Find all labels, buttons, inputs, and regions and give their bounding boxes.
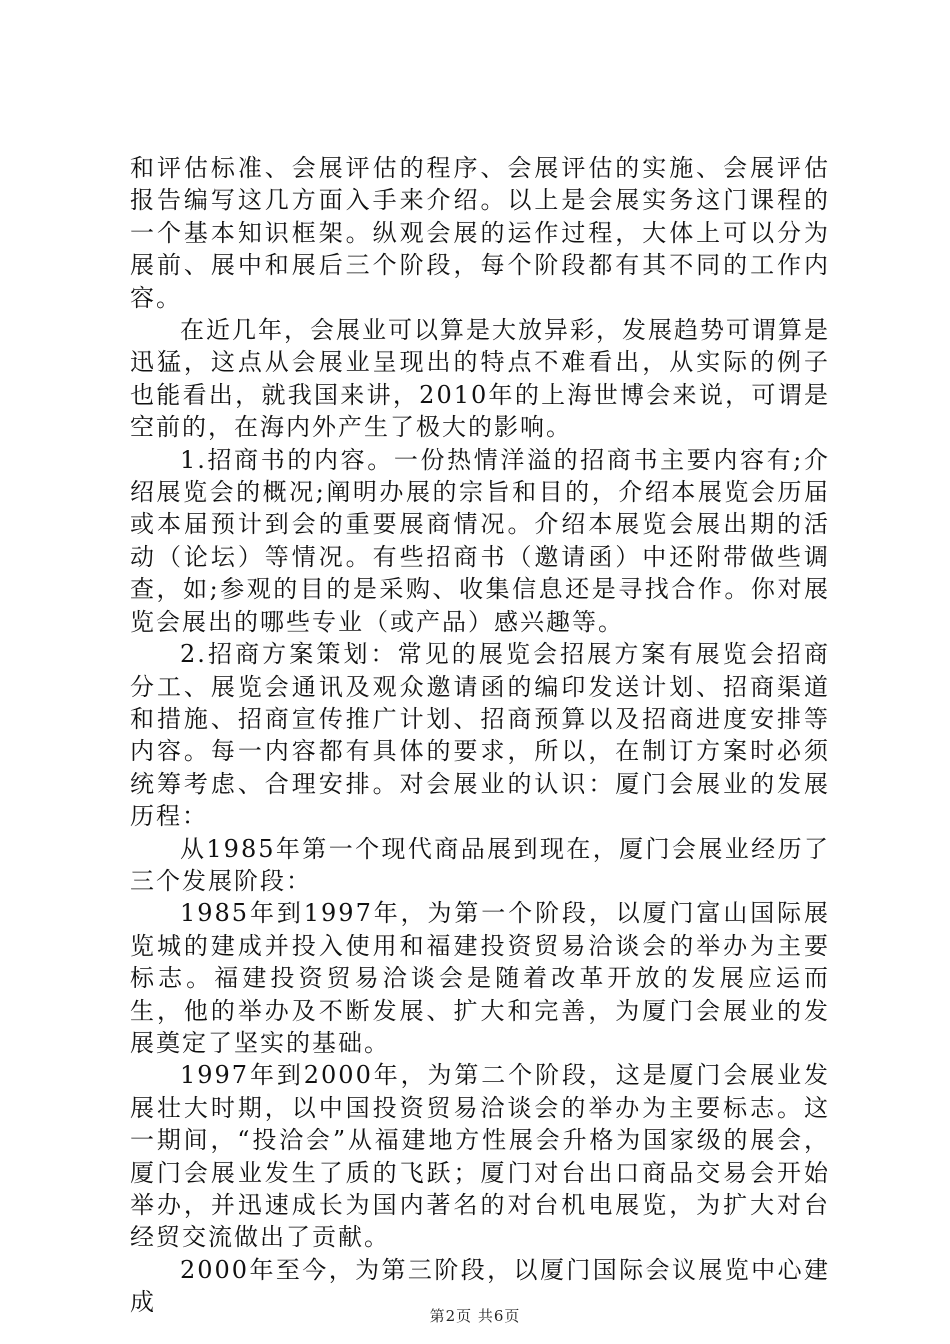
paragraph: 2.招商方案策划：常见的展览会招展方案有展览会招商分工、展览会通讯及观众邀请函的编印发送计划、招商渠道和措施、招商宣传推广计划、招商预算以及招商进度安排等内容。每一内容都有具体的要求，所以，在制订方案时必须统筹考虑、合理安排。对会展业的认识：厦门会展业的发展历程： — [130, 640, 830, 831]
paragraph: 1985年到1997年，为第一个阶段，以厦门富山国际展览城的建成并投入使用和福建投资贸易洽谈会的举办为主要标志。福建投资贸易洽谈会是随着改革开放的发展应运而生，他的举办及不断发展、扩大和完善，为厦门会展业的发展奠定了坚实的基础。 — [130, 899, 830, 1057]
paragraph: 1.招商书的内容。一份热情洋溢的招商书主要内容有;介绍展览会的概况;阐明办展的宗旨和目的，介绍本展览会历届或本届预计到会的重要展商情况。介绍本展览会展出期的活动（论坛）等情况。有些招商书（邀请函）中还附带做些调查，如;参观的目的是采购、收集信息还是寻找合作。你对展览会展出的哪些专业（或产品）感兴趣等。 — [130, 445, 830, 636]
paragraph: 从1985年第一个现代商品展到现在，厦门会展业经历了三个发展阶段： — [130, 834, 830, 895]
page-footer: 第2页 共6页 — [429, 1307, 521, 1325]
paragraph: 在近几年，会展业可以算是大放异彩，发展趋势可谓算是迅猛，这点从会展业呈现出的特点不难看出，从实际的例子也能看出，就我国来讲，2010年的上海世博会来说，可谓是空前的，在海内外产生了极大的影响。 — [130, 316, 830, 442]
document-body — [130, 152, 830, 1319]
paragraph: 1997年到2000年，为第二个阶段，这是厦门会展业发展壮大时期，以中国投资贸易洽谈会的举办为主要标志。这一期间，“投洽会”从福建地方性展会升格为国家级的展会，厦门会展业发生了质的飞跃；厦门对台出口商品交易会开始举办，并迅速成长为国内著名的对台机电展览，为扩大对台经贸交流做出了贡献。 — [130, 1061, 830, 1252]
paragraph: 2000年至今，为第三阶段，以厦门国际会议展览中心建成 — [130, 1255, 830, 1317]
paragraph-continued: 和评估标准、会展评估的程序、会展评估的实施、会展评估报告编写这几方面入手来介绍。以上是会展实务这门课程的一个基本知识框架。纵观会展的运作过程，大体上可以分为展前、展中和展后三个阶段，每个阶段都有其不同的工作内容。 — [130, 154, 830, 312]
